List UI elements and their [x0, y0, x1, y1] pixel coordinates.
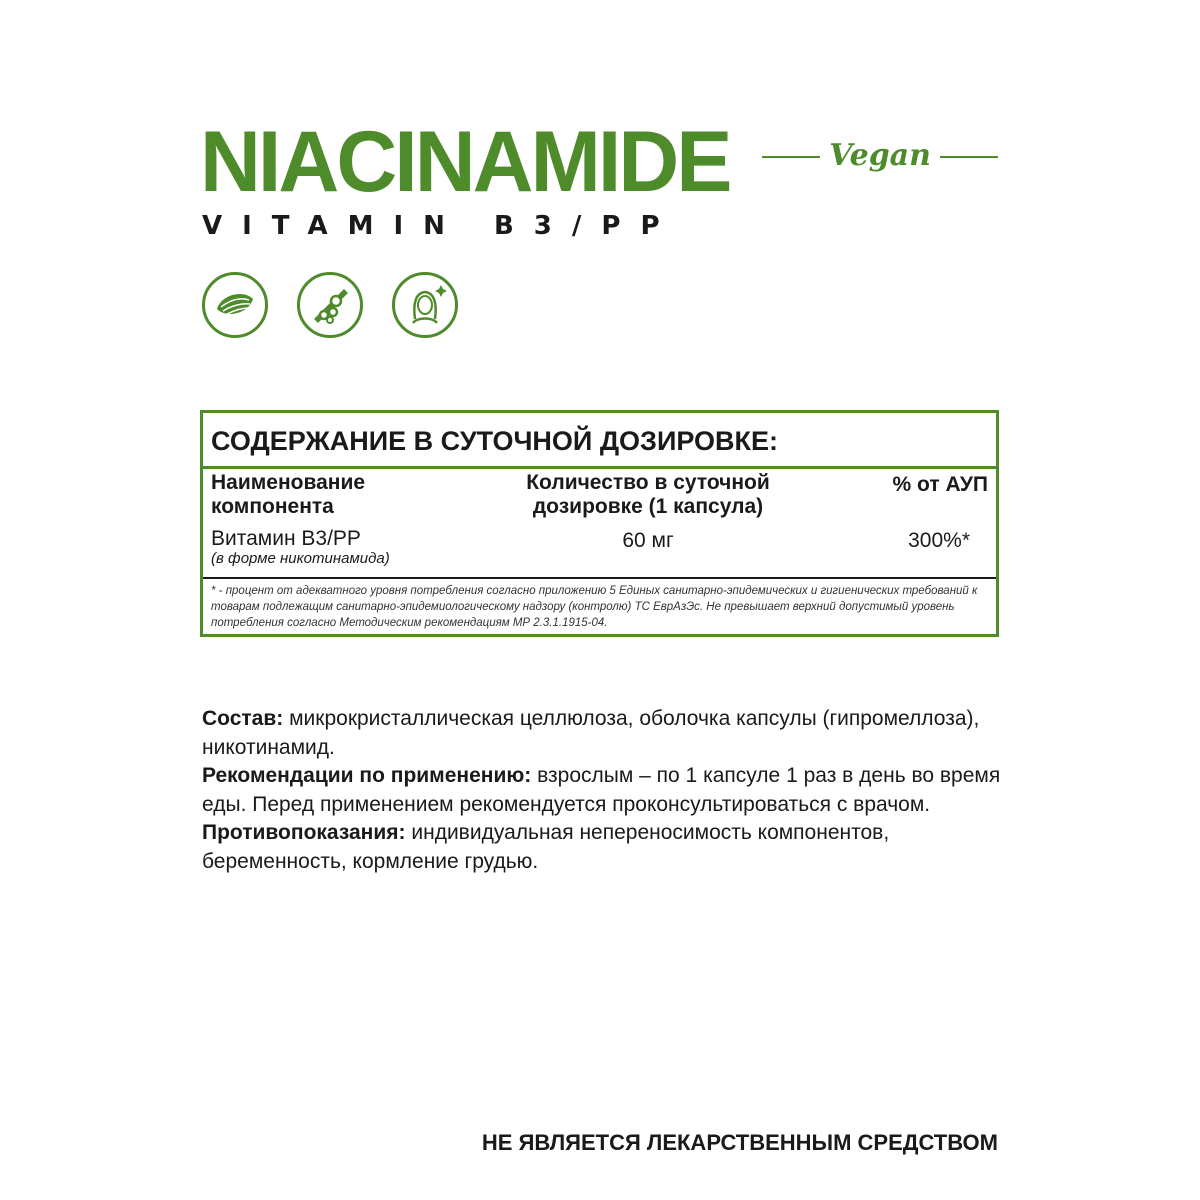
- nutrition-table: [200, 410, 999, 637]
- composition-section: [202, 705, 1002, 876]
- table-divider-green: [203, 466, 996, 469]
- table-title: СОДЕРЖАНИЕ В СУТОЧНОЙ ДОЗИРОВКЕ:: [211, 426, 779, 456]
- vegan-badge: [762, 138, 998, 178]
- column-header-percent: % от АУП: [892, 473, 988, 496]
- usage-text: взрослым – по 1 капсуле 1 раз в день во время еды. Перед применением рекомендуется проконсультироваться с врачом.: [202, 764, 1001, 816]
- ingredients-paragraph: [202, 705, 1002, 762]
- vegan-label: Vegan: [829, 138, 931, 173]
- contraindications-paragraph: [202, 819, 1002, 876]
- disclaimer: НЕ ЯВЛЯЕТСЯ ЛЕКАРСТВЕННЫМ СРЕДСТВОМ: [481, 1130, 998, 1155]
- column-header-component-line1: Наименование: [211, 471, 366, 494]
- vegan-line-left: [762, 156, 820, 158]
- row-amount: 60 мг: [622, 529, 674, 552]
- contraindications-label: Противопоказания:: [202, 821, 406, 844]
- column-header-amount: [503, 471, 793, 519]
- ingredients-text: микрокристаллическая целлюлоза, оболочка капсулы (гипромеллоза), никотинамид.: [202, 707, 980, 759]
- column-header-amount-line2: дозировке (1 капсула): [532, 495, 764, 518]
- usage-label: Рекомендации по применению:: [202, 764, 532, 787]
- circulation-icon: [297, 272, 363, 338]
- table-divider-dark: [203, 577, 996, 579]
- table-footnote: * - процент от адекватного уровня потребления согласно приложению 5 Единых санитарно-эпидемических и гигиенических требований к товарам подлежащим санитарно-эпидемиологическому надзору (контролю) ТС ЕврАзЭс. Не превышает верхний допустимый уровень потребления согласно Методическим рекомендациям МР 2.3.1.1915-04.: [211, 585, 978, 629]
- muscle-icon: [202, 272, 268, 338]
- column-header-component: [211, 471, 471, 519]
- row-component-note: (в форме никотинамида): [211, 550, 390, 567]
- contraindications-text: индивидуальная непереносимость компонентов, беременность, кормление грудью.: [202, 821, 890, 873]
- ingredients-label: Состав:: [202, 707, 284, 730]
- column-header-component-line2: компонента: [211, 495, 334, 518]
- skin-care-icon: [392, 272, 458, 338]
- column-header-amount-line1: Количество в суточной: [526, 471, 770, 494]
- vegan-line-right: [940, 156, 998, 158]
- product-subtitle: VITAMIN B3/PP: [202, 211, 680, 241]
- usage-paragraph: [202, 762, 1002, 819]
- product-title: NIACINAMIDE: [200, 114, 730, 210]
- row-component: Витамин B3/PP: [211, 527, 361, 550]
- row-percent: 300%*: [908, 529, 970, 552]
